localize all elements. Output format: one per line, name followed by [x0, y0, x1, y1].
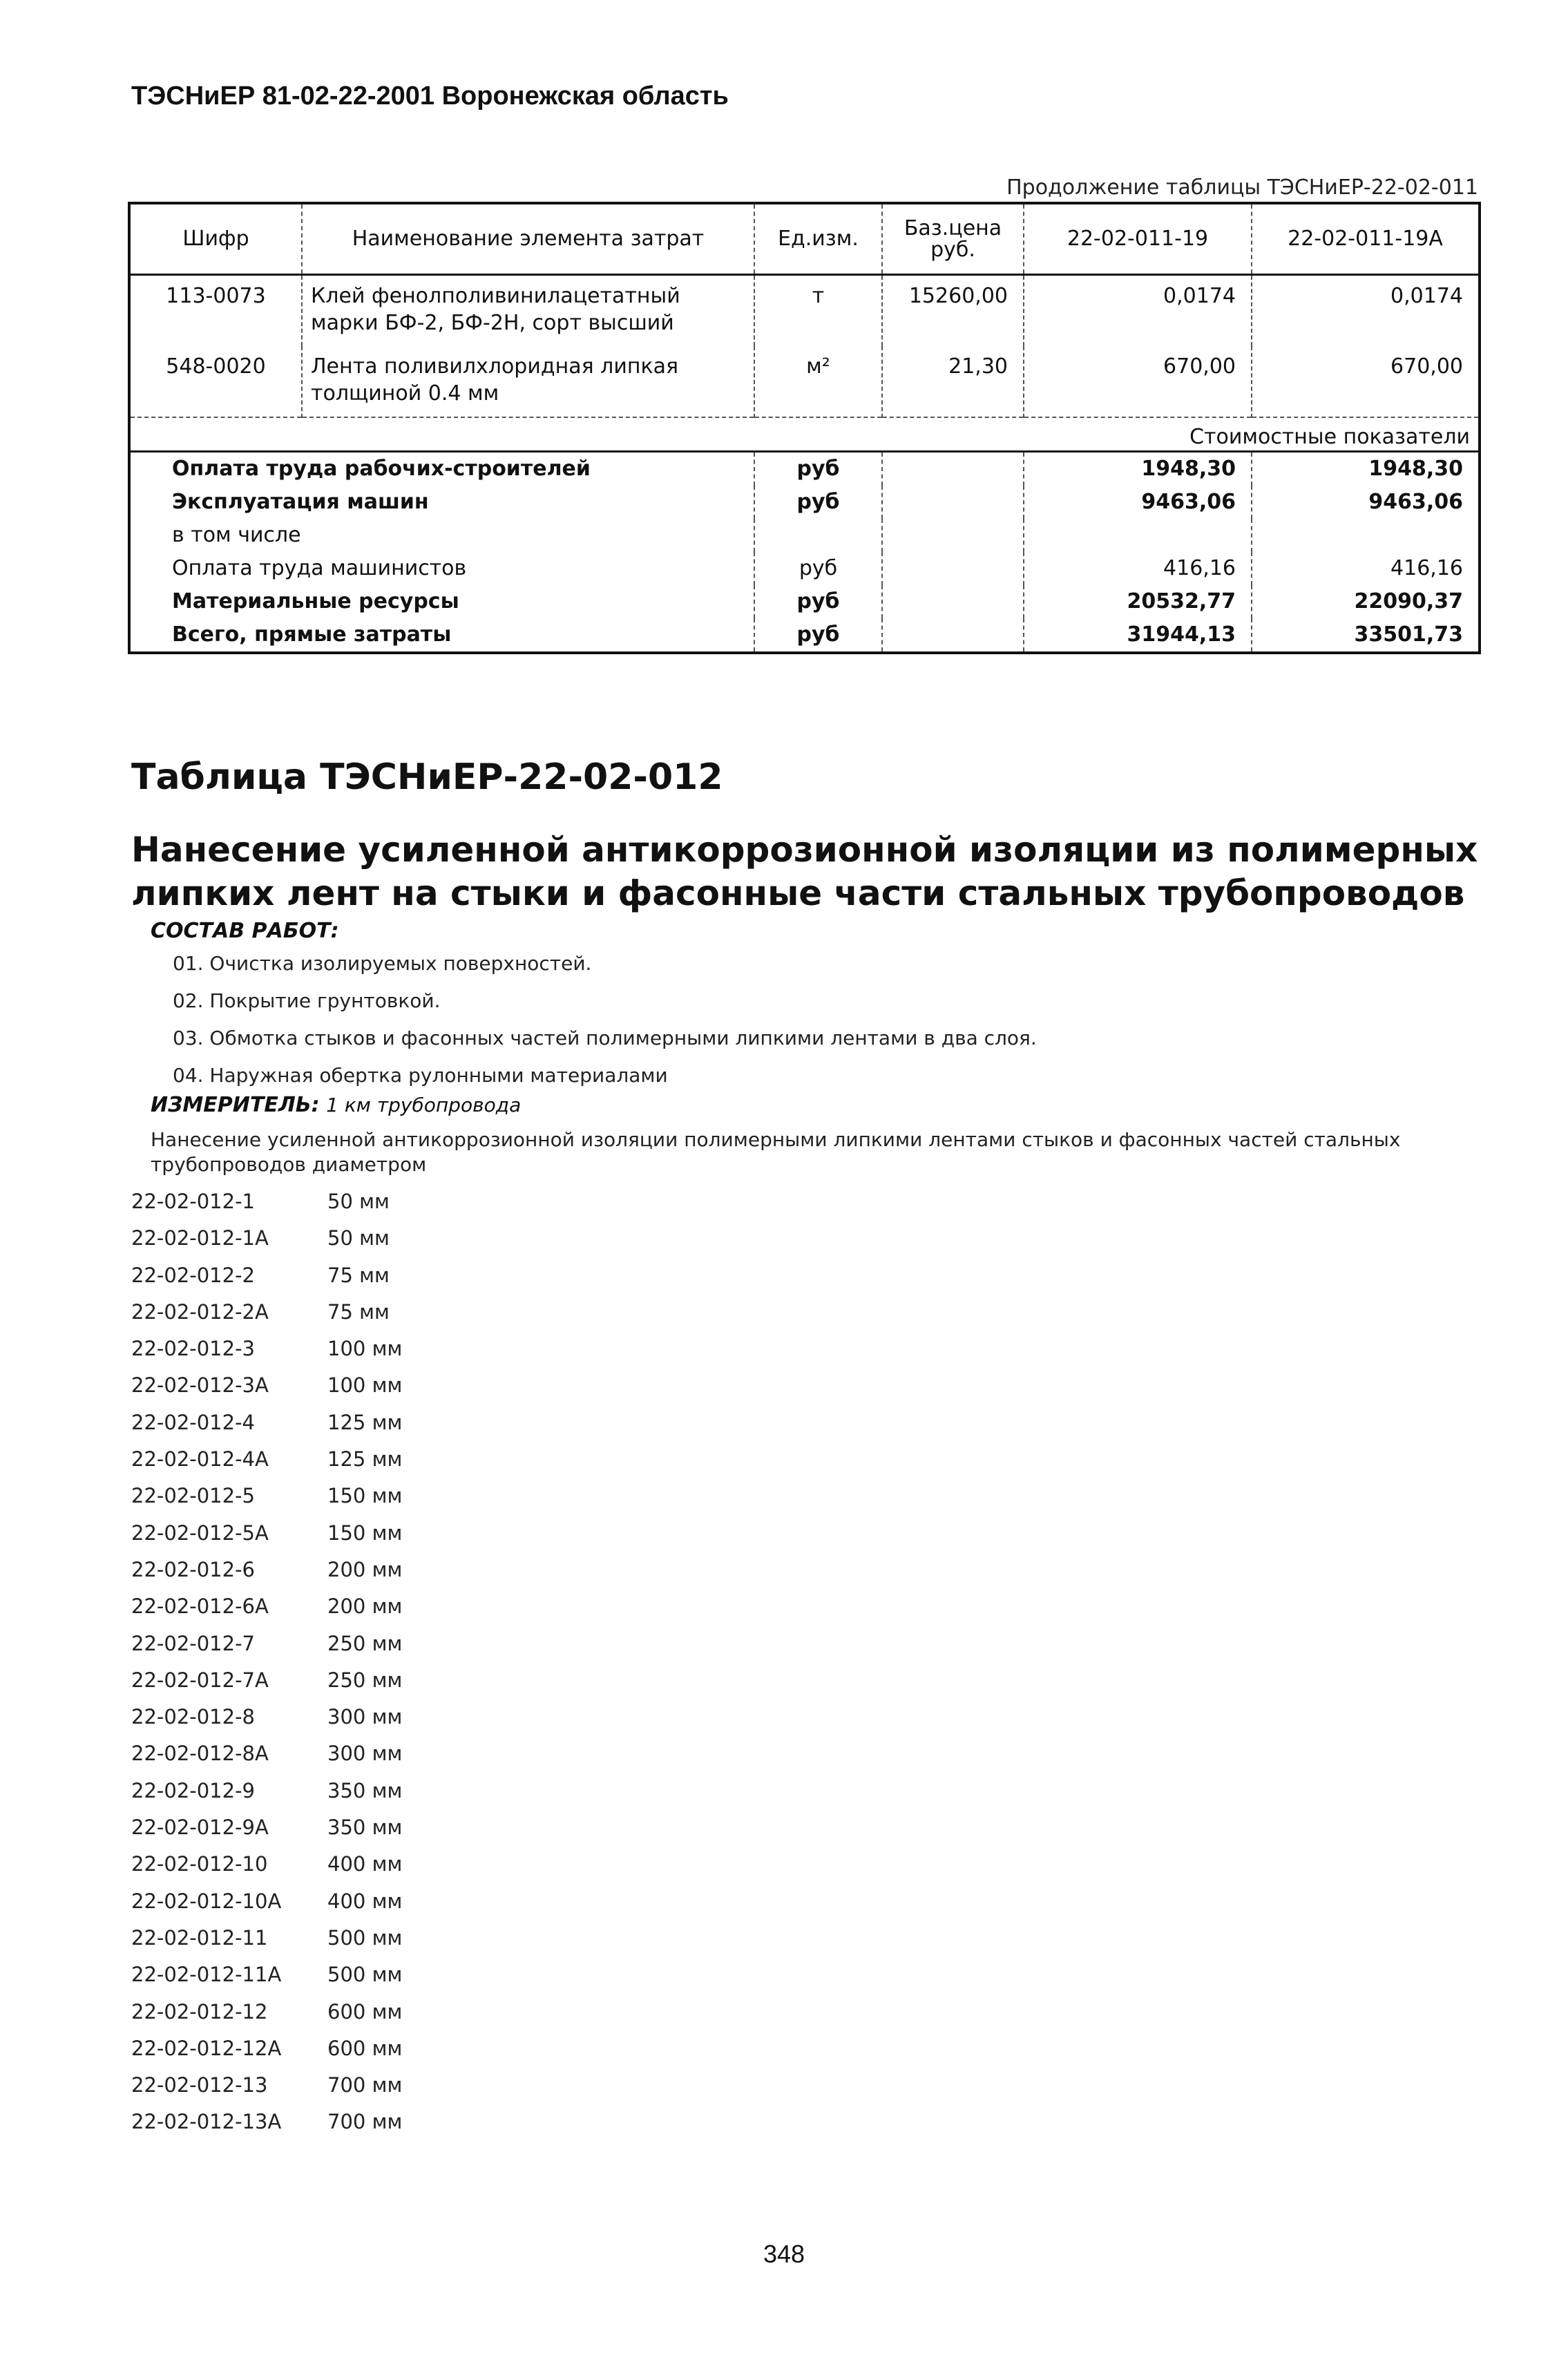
- section-title: Таблица ТЭСНиЕР-22-02-012: [131, 756, 723, 798]
- cost-row: [129, 585, 1480, 618]
- norm-diameter: 600 мм: [327, 2036, 403, 2060]
- works-item: 03. Обмотка стыков и фасонных частей полимерными липкими лентами в два слоя.: [173, 1027, 1037, 1049]
- norm-diameter: 200 мм: [327, 1557, 403, 1581]
- works-item: 01. Очистка изолируемых поверхностей.: [173, 952, 592, 975]
- norm-code: 22-02-012-6А: [131, 1594, 269, 1619]
- norm-codes-list: [131, 1190, 402, 2147]
- norm-code-row: [131, 1373, 402, 1410]
- material-name: Клей фенолполивинилацетатный марки БФ-2, БФ-2Н, сорт высший: [302, 275, 754, 347]
- material-unit: м²: [754, 346, 882, 417]
- norm-code-row: [131, 1484, 402, 1521]
- cost-row: [129, 452, 1480, 486]
- material-price: 15260,00: [882, 275, 1024, 347]
- cost-value-19: 20532,77: [1024, 585, 1252, 618]
- cost-value-19: 31944,13: [1024, 618, 1252, 653]
- norm-code-row: [131, 2073, 402, 2110]
- norm-diameter: 125 мм: [327, 1447, 403, 1472]
- page-number: 348: [763, 2240, 805, 2268]
- norm-code-row: [131, 1521, 402, 1558]
- norm-code: 22-02-012-8: [131, 1705, 255, 1729]
- norm-diameter: 250 мм: [327, 1668, 403, 1692]
- cost-value-19: 416,16: [1024, 552, 1252, 585]
- cost-price-empty: [882, 618, 1024, 653]
- cost-value-19: [1024, 519, 1252, 552]
- cost-value-19a: 416,16: [1252, 552, 1480, 585]
- norm-diameter: 400 мм: [327, 1852, 403, 1876]
- norm-diameter: 75 мм: [327, 1299, 390, 1324]
- cost-price-empty: [882, 585, 1024, 618]
- norm-code: 22-02-012-12А: [131, 2036, 282, 2060]
- norm-code-row: [131, 1558, 402, 1594]
- norm-code-row: [131, 1594, 402, 1631]
- meter-line: [151, 1093, 521, 1117]
- norm-code-row: [131, 1779, 402, 1816]
- norm-code: 22-02-012-7А: [131, 1668, 269, 1692]
- material-value-19a: 670,00: [1252, 346, 1480, 417]
- cost-price-empty: [882, 452, 1024, 486]
- meter-label: ИЗМЕРИТЕЛЬ:: [151, 1093, 320, 1117]
- norm-code-row: [131, 1705, 402, 1742]
- norm-code: 22-02-012-12: [131, 1999, 268, 2024]
- material-row: [129, 275, 1480, 347]
- cost-unit: руб: [754, 452, 882, 486]
- norm-code-row: [131, 1889, 402, 1926]
- section-subtitle: Нанесение усиленной антикоррозионной изоляции из полимерных липких лент на стыки и фасонные части стальных трубопроводов: [131, 830, 1478, 913]
- norm-diameter: 500 мм: [327, 1925, 403, 1950]
- works-list: [173, 952, 1037, 1101]
- norm-diameter: 300 мм: [327, 1705, 403, 1729]
- norm-diameter: 100 мм: [327, 1337, 403, 1361]
- cost-row: [129, 552, 1480, 585]
- norm-diameter: 700 мм: [327, 2110, 403, 2134]
- norm-diameter: 150 мм: [327, 1484, 403, 1508]
- cost-row: [129, 519, 1480, 552]
- norm-code: 22-02-012-10А: [131, 1889, 282, 1913]
- norm-code-row: [131, 2000, 402, 2037]
- norm-code: 22-02-012-2А: [131, 1299, 269, 1324]
- works-title: СОСТАВ РАБОТ:: [151, 919, 339, 943]
- norm-code: 22-02-012-4: [131, 1410, 255, 1434]
- norm-code-row: [131, 1742, 402, 1778]
- cost-unit: руб: [754, 552, 882, 585]
- norm-code: 22-02-012-3А: [131, 1373, 269, 1398]
- cost-unit: руб: [754, 585, 882, 618]
- cost-price-empty: [882, 552, 1024, 585]
- document-header: ТЭСНиЕР 81-02-22-2001 Воронежская область: [131, 82, 729, 111]
- norm-diameter: 75 мм: [327, 1263, 390, 1287]
- norm-code: 22-02-012-13А: [131, 2110, 282, 2134]
- norm-code-row: [131, 1190, 402, 1226]
- norm-diameter: 50 мм: [327, 1190, 390, 1213]
- col-header-unit: Ед.изм.: [754, 203, 882, 275]
- norm-diameter: 350 мм: [327, 1778, 403, 1802]
- norm-code: 22-02-012-1: [131, 1190, 255, 1213]
- norm-diameter: 50 мм: [327, 1226, 390, 1250]
- norm-code-row: [131, 1337, 402, 1373]
- norm-diameter: 250 мм: [327, 1631, 403, 1655]
- col-header-norm-19a: 22-02-011-19А: [1252, 203, 1480, 275]
- norm-code: 22-02-012-8А: [131, 1742, 269, 1766]
- meter-value: 1 км трубопровода: [326, 1094, 522, 1116]
- norm-code: 22-02-012-13: [131, 2073, 268, 2097]
- cost-name: Оплата труда машинистов: [129, 552, 754, 585]
- cost-name: Всего, прямые затраты: [129, 618, 754, 653]
- norm-code-row: [131, 1668, 402, 1705]
- norm-code: 22-02-012-6: [131, 1557, 255, 1581]
- material-value-19: 0,0174: [1024, 275, 1252, 347]
- section-description: Нанесение усиленной антикоррозионной изоляции полимерными липкими лентами стыков и фасонных частей стальных трубопроводов диаметром: [151, 1128, 1401, 1177]
- material-value-19a: 0,0174: [1252, 275, 1480, 347]
- norm-diameter: 400 мм: [327, 1889, 403, 1913]
- col-header-norm-19: 22-02-011-19: [1024, 203, 1252, 275]
- norm-code-row: [131, 1852, 402, 1889]
- norm-code-row: [131, 1411, 402, 1447]
- norm-code-row: [131, 1447, 402, 1484]
- material-code: 113-0073: [129, 275, 302, 347]
- cost-row: [129, 618, 1480, 653]
- cost-name: Материальные ресурсы: [129, 585, 754, 618]
- norm-code: 22-02-012-4А: [131, 1447, 269, 1472]
- section-title-block: [131, 756, 1485, 915]
- cost-price-empty: [882, 519, 1024, 552]
- norm-code: 22-02-012-9: [131, 1778, 255, 1802]
- norm-diameter: 100 мм: [327, 1373, 403, 1398]
- norm-code: 22-02-012-9А: [131, 1816, 269, 1840]
- norm-code-row: [131, 1816, 402, 1852]
- norm-code: 22-02-012-5: [131, 1484, 255, 1508]
- cost-value-19a: 33501,73: [1252, 618, 1480, 653]
- norm-code: 22-02-012-10: [131, 1852, 268, 1876]
- norm-code-row: [131, 1264, 402, 1300]
- col-header-price: Баз.цена руб.: [882, 203, 1024, 275]
- material-name: Лента поливилхлоридная липкая толщиной 0.4 мм: [302, 346, 754, 417]
- norm-code: 22-02-012-3: [131, 1337, 255, 1361]
- norm-code-row: [131, 1926, 402, 1963]
- cost-value-19: 9463,06: [1024, 486, 1252, 519]
- material-value-19: 670,00: [1024, 346, 1252, 417]
- table-header-row: [129, 203, 1480, 275]
- resource-table: [128, 202, 1481, 654]
- norm-code: 22-02-012-5А: [131, 1521, 269, 1545]
- norm-code-row: [131, 1632, 402, 1668]
- norm-code: 22-02-012-2: [131, 1263, 255, 1287]
- norm-code-row: [131, 1226, 402, 1263]
- norm-code-row: [131, 2037, 402, 2073]
- cost-value-19a: 22090,37: [1252, 585, 1480, 618]
- cost-value-19: 1948,30: [1024, 452, 1252, 486]
- table-continuation-label: Продолжение таблицы ТЭСНиЕР-22-02-011: [1006, 175, 1478, 200]
- material-row: [129, 346, 1480, 417]
- norm-code: 22-02-012-11: [131, 1925, 268, 1950]
- norm-code: 22-02-012-7: [131, 1631, 255, 1655]
- cost-unit: руб: [754, 618, 882, 653]
- cost-price-empty: [882, 486, 1024, 519]
- works-item: 04. Наружная обертка рулонными материалами: [173, 1064, 668, 1087]
- cost-name: в том числе: [129, 519, 754, 552]
- norm-code: 22-02-012-11А: [131, 1963, 282, 1987]
- norm-diameter: 350 мм: [327, 1816, 403, 1840]
- material-unit: т: [754, 275, 882, 347]
- norm-diameter: 700 мм: [327, 2073, 403, 2097]
- norm-diameter: 150 мм: [327, 1521, 403, 1545]
- norm-code-row: [131, 2110, 402, 2146]
- cost-section-header-row: [129, 417, 1480, 452]
- norm-diameter: 600 мм: [327, 1999, 403, 2024]
- cost-row: [129, 486, 1480, 519]
- norm-code-row: [131, 1300, 402, 1337]
- cost-section-header: Стоимостные показатели: [129, 417, 1480, 452]
- works-item: 02. Покрытие грунтовкой.: [173, 989, 441, 1012]
- cost-value-19a: 1948,30: [1252, 452, 1480, 486]
- norm-code: 22-02-012-1А: [131, 1226, 269, 1250]
- cost-value-19a: [1252, 519, 1480, 552]
- norm-code-row: [131, 1963, 402, 1999]
- norm-diameter: 200 мм: [327, 1594, 403, 1619]
- norm-diameter: 500 мм: [327, 1963, 403, 1987]
- cost-value-19a: 9463,06: [1252, 486, 1480, 519]
- col-header-code: Шифр: [129, 203, 302, 275]
- norm-diameter: 300 мм: [327, 1742, 403, 1766]
- col-header-name: Наименование элемента затрат: [302, 203, 754, 275]
- cost-name: Оплата труда рабочих-строителей: [129, 452, 754, 486]
- material-code: 548-0020: [129, 346, 302, 417]
- material-price: 21,30: [882, 346, 1024, 417]
- norm-diameter: 125 мм: [327, 1410, 403, 1434]
- cost-unit: [754, 519, 882, 552]
- cost-name: Эксплуатация машин: [129, 486, 754, 519]
- cost-unit: руб: [754, 486, 882, 519]
